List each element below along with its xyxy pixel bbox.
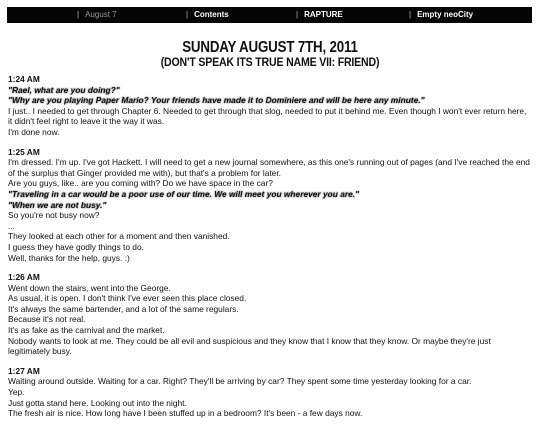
top-navigation-bar [7, 7, 532, 23]
nav-separator: | [409, 10, 412, 19]
journal-content [8, 74, 530, 428]
narration-line: As usual, it is open. I don't think I've ever seen this place closed. [8, 293, 247, 304]
narration-line: Are you guys, like.. are you coming with? Do we have space in the car? [8, 178, 273, 189]
narration-line: I guess they have godly things to do. [8, 241, 144, 252]
journal-entry [8, 147, 530, 264]
journal-entry [8, 366, 530, 419]
entry-timestamp: 1:24 AM [8, 74, 40, 84]
nav-separator: | [186, 10, 189, 19]
narration-line: Because it's not real. [8, 314, 86, 325]
narration-line: The fresh air is nice. How long have I been stuffed up in a bedroom? It's been - a few days now. [8, 408, 363, 419]
dialogue-line: "When we are not busy." [8, 199, 107, 210]
narration-line: I'm done now. [8, 126, 60, 137]
dialogue-line: "Why are you playing Paper Mario? Your friends have made it to Dominiere and will be here any minute." [8, 95, 425, 106]
nav-link-label[interactable]: RAPTURE [304, 10, 343, 19]
entry-timestamp: 1:25 AM [8, 146, 40, 157]
page-subtitle: (DON'T SPEAK ITS TRUE NAME VII: FRIEND) [160, 55, 380, 69]
narration-line: Went down the stairs, went into the George. [8, 282, 171, 293]
narration-line: It's as fake as the carnival and the market. [8, 325, 165, 336]
nav-item-label: August 7 [85, 10, 117, 19]
nav-link-rapture[interactable] [296, 7, 343, 23]
narration-line: ... [8, 220, 15, 231]
narration-line: Yep. [8, 387, 25, 398]
narration-line: Nobody wants to look at me. They could be all evil and suspicious and they know that I know that they know. Or maybe they're just legitimately busy. [8, 335, 491, 357]
dialogue-line: "Rael, what are you doing?" [8, 84, 120, 95]
journal-entry [8, 272, 530, 357]
narration-line: So you're not busy now? [8, 210, 100, 221]
narration-line: I just.. I needed to get through Chapter 6. Needed to get through that slog, needed to put it behind me. Even though I won't ever return here, it didn't feel right to leave it the way it was. [8, 105, 527, 127]
nav-item-current-page [77, 7, 117, 23]
narration-line: They looked at each other for a moment and then vanished. [8, 231, 230, 242]
nav-link-label[interactable]: Empty neoCity [417, 10, 474, 19]
nav-separator: | [77, 10, 80, 19]
page-title: SUNDAY AUGUST 7TH, 2011 [182, 39, 358, 56]
nav-link-label[interactable]: Contents [194, 10, 229, 19]
narration-line: I'm dressed. I'm up. I've got Hackett. I will need to get a new journal somewhere, as this one's running out of pages (and I've reached the end of the surplus that Ginger provided me with), but that's a problem for later. [8, 157, 530, 178]
entry-timestamp: 1:26 AM [8, 272, 40, 283]
narration-line: Well, thanks for the help, guys. :) [8, 252, 130, 263]
nav-link-contents[interactable] [186, 7, 229, 23]
narration-line: It's always the same bartender, and a lot of the same regulars. [8, 303, 239, 314]
dialogue-line: "Traveling in a car would be a poor use of our time. We will meet you wherever you are." [8, 188, 360, 199]
narration-line: Just gotta stand here. Looking out into the night. [8, 397, 187, 408]
narration-line: Waiting around outside. Waiting for a car. Right? They'll be arriving by car? They spent some time yesterday looking for a car. [8, 376, 472, 387]
entry-timestamp: 1:27 AM [8, 365, 40, 376]
journal-entry [8, 74, 530, 138]
nav-separator: | [296, 10, 299, 19]
nav-link-empty-neocity[interactable] [409, 7, 473, 23]
page-heading [0, 40, 540, 68]
